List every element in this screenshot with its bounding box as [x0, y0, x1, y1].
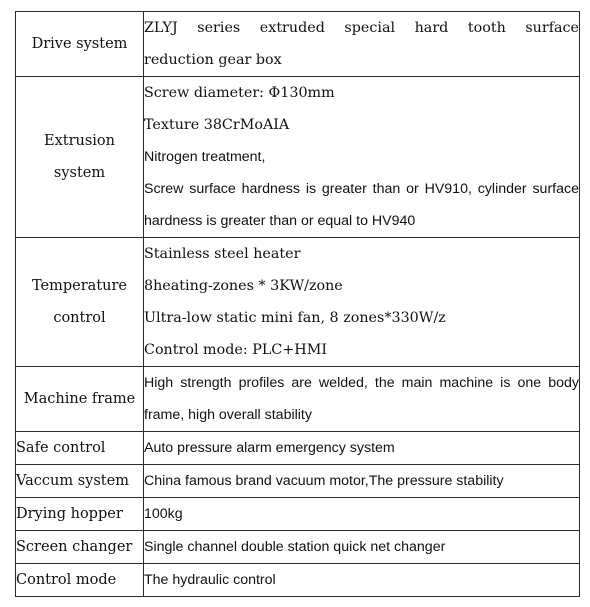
value-line: Screw diameter: Φ130mm [144, 85, 335, 101]
table-row-screen-changer [16, 531, 580, 564]
table-row-machine-frame [16, 367, 580, 432]
value-line: Texture 38CrMoAIA [144, 117, 290, 133]
value-line: The hydraulic control [144, 572, 276, 588]
table-row-vaccum-system [16, 465, 580, 498]
row-label: Control mode [16, 572, 117, 588]
table-row-drive-system [16, 12, 580, 77]
row-label-cell [16, 12, 144, 77]
row-label: Machine frame [23, 391, 136, 407]
value-line: frame, high overall stability [144, 407, 312, 423]
value-line: Nitrogen treatment, [144, 149, 266, 165]
row-value-cell [144, 531, 580, 564]
row-label: Drive system [31, 36, 128, 52]
row-value-cell [144, 564, 580, 597]
row-value-cell [144, 367, 580, 432]
row-label: Safe control [16, 440, 106, 456]
value-line: China famous brand vacuum motor,The pressure stability [144, 473, 504, 489]
value-line: hardness is greater than or equal to HV940 [144, 213, 416, 229]
row-label: Temperature [32, 278, 127, 294]
value-line: Ultra-low static mini fan, 8 zones*330W/z [144, 310, 446, 326]
row-label: control [53, 310, 106, 326]
row-value-cell [144, 238, 580, 367]
row-label-cell [16, 564, 144, 597]
value-line: Single channel double station quick net changer [144, 539, 446, 555]
value-line: Stainless steel heater [144, 246, 301, 262]
value-line: ZLYJ series extruded special hard tooth surface [144, 20, 579, 36]
row-value-cell [144, 498, 580, 531]
row-label-cell [16, 531, 144, 564]
table-row-control-mode [16, 564, 580, 597]
value-line: Screw surface hardness is greater than or HV910, cylinder surface [144, 181, 579, 197]
row-label: Vaccum system [16, 473, 129, 489]
spec-table [15, 11, 580, 597]
value-line: High strength profiles are welded, the main machine is one body [144, 375, 579, 391]
value-line: reduction gear box [144, 52, 282, 68]
table-row-drying-hopper [16, 498, 580, 531]
row-label: Screen changer [16, 539, 133, 555]
row-label-cell [16, 498, 144, 531]
value-line: 8heating-zones * 3KW/zone [144, 278, 343, 294]
row-value-cell [144, 432, 580, 465]
row-value-cell [144, 465, 580, 498]
value-line: 100kg [144, 506, 183, 522]
value-line: Auto pressure alarm emergency system [144, 440, 395, 456]
row-label: Extrusion [43, 133, 115, 149]
table-row-temperature-control [16, 238, 580, 367]
table-row-safe-control [16, 432, 580, 465]
row-label: Drying hopper [16, 506, 123, 522]
row-label: system [53, 165, 106, 181]
row-value-cell [144, 77, 580, 238]
table-row-extrusion-system [16, 77, 580, 238]
row-value-cell [144, 12, 580, 77]
row-label-cell [16, 465, 144, 498]
row-label-cell [16, 432, 144, 465]
value-line: Control mode: PLC+HMI [144, 342, 327, 358]
row-label-cell [16, 367, 144, 432]
row-label-cell [16, 238, 144, 367]
row-label-cell [16, 77, 144, 238]
